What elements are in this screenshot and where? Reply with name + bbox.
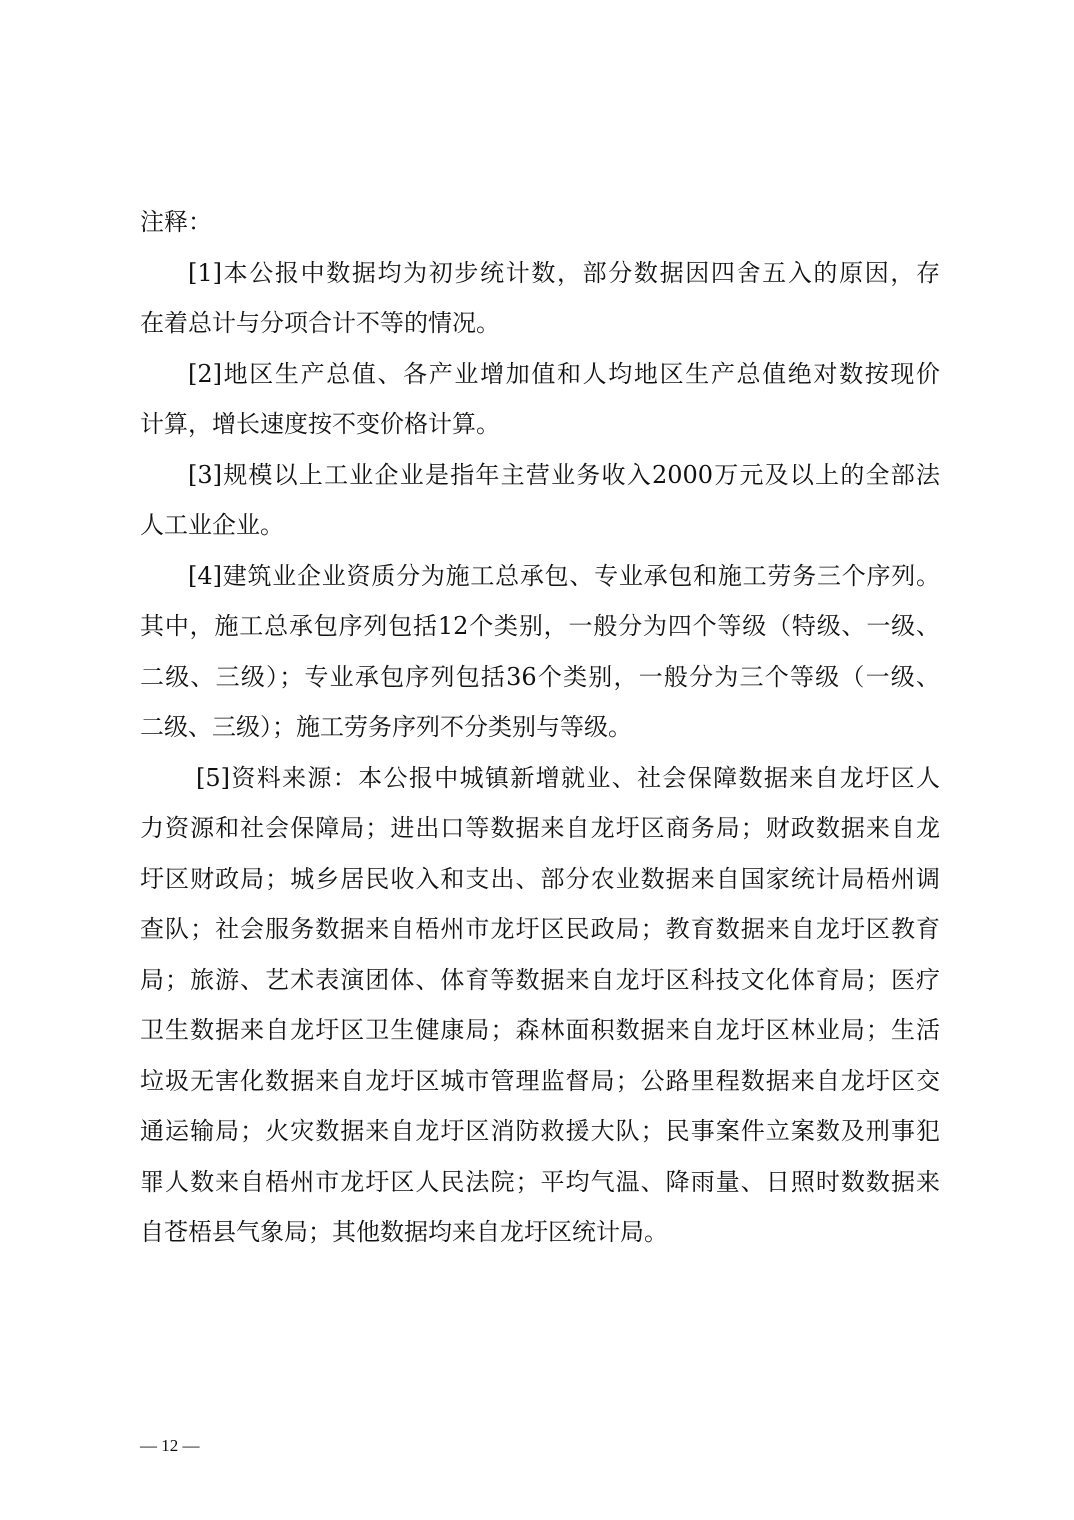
note-line: [3]规模以上工业企业是指年主营业务收入2000万元及以上的全部法 bbox=[188, 460, 940, 489]
note-line: 垃圾无害化数据来自龙圩区城市管理监督局；公路里程数据来自龙圩区交 bbox=[140, 1066, 940, 1095]
note-line: [2]地区生产总值、各产业增加值和人均地区生产总值绝对数按现价 bbox=[188, 359, 940, 388]
note-line: 二级、三级）；专业承包序列包括36个类别，一般分为三个等级（一级、 bbox=[140, 662, 940, 691]
note-paragraph bbox=[140, 753, 940, 1258]
note-line: [1]本公报中数据均为初步统计数，部分数据因四舍五入的原因，存 bbox=[188, 258, 940, 287]
note-paragraph bbox=[140, 450, 940, 551]
note-line: 查队；社会服务数据来自梧州市龙圩区民政局；教育数据来自龙圩区教育 bbox=[140, 915, 940, 943]
note-line: 其中，施工总承包序列包括12个类别，一般分为四个等级（特级、一级、 bbox=[140, 612, 940, 640]
note-line: [5]资料来源：本公报中城镇新增就业、社会保障数据来自龙圩区人 bbox=[196, 763, 940, 792]
note-line: 自苍梧县气象局；其他数据均来自龙圩区统计局。 bbox=[140, 1218, 668, 1246]
page-number: — 12 — bbox=[140, 1436, 200, 1455]
note-line: 罪人数来自梧州市龙圩区人民法院；平均气温、降雨量、日照时数数据来 bbox=[140, 1167, 940, 1196]
note-paragraph bbox=[140, 349, 940, 450]
note-paragraph bbox=[140, 551, 940, 753]
note-line: 通运输局；火灾数据来自龙圩区消防救援大队；民事案件立案数及刑事犯 bbox=[140, 1117, 940, 1145]
notes-section bbox=[140, 197, 940, 1258]
note-line: 卫生数据来自龙圩区卫生健康局；森林面积数据来自龙圩区林业局；生活 bbox=[140, 1016, 940, 1044]
note-line: 局；旅游、艺术表演团体、体育等数据来自龙圩区科技文化体育局；医疗 bbox=[140, 965, 940, 994]
note-line: [4]建筑业企业资质分为施工总承包、专业承包和施工劳务三个序列。 bbox=[188, 561, 940, 590]
note-line: 在着总计与分项合计不等的情况。 bbox=[140, 309, 500, 337]
note-line: 人工业企业。 bbox=[140, 511, 284, 539]
note-line: 二级、三级）；施工劳务序列不分类别与等级。 bbox=[140, 713, 632, 741]
notes-heading: 注释： bbox=[140, 208, 212, 236]
note-line: 力资源和社会保障局；进出口等数据来自龙圩区商务局；财政数据来自龙 bbox=[140, 814, 940, 842]
note-paragraph bbox=[140, 248, 940, 349]
note-line: 圩区财政局；城乡居民收入和支出、部分农业数据来自国家统计局梧州调 bbox=[140, 864, 940, 893]
note-line: 计算，增长速度按不变价格计算。 bbox=[140, 410, 500, 438]
